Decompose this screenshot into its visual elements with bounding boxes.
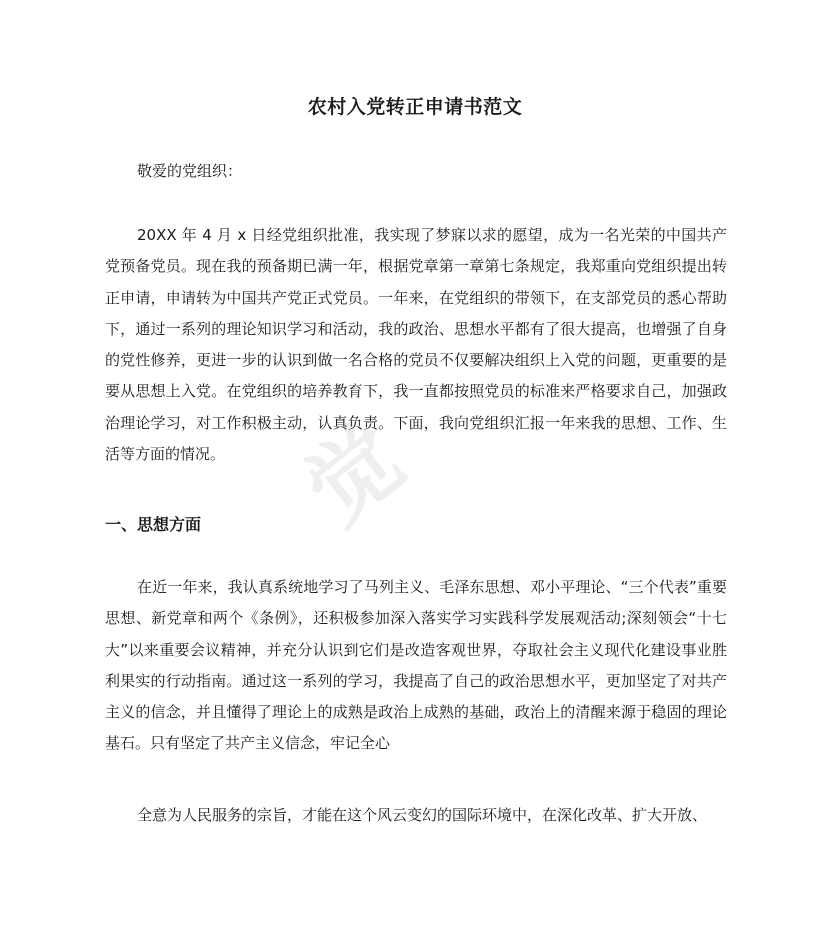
- document-title: 农村入党转正申请书范文: [307, 96, 523, 118]
- paragraph-thought: 在近一年来，我认真系统地学习了马列主义、毛泽东思想、邓小平理论、“三个代表”重要思想、新党章和两个《条例》，还积极参加深入落实学习实践科学发展观活动;深刻领会“十七大”以来重要会议精神，并充分认识到它们是改造客观世界，夺取社会主义现代化建设事业胜利果实的行动指南。通过这一系列的学习，我提高了自己的政治思想水平，更加坚定了对共产主义的信念，并且懂得了理论上的成熟是政治上成熟的基础，政治上的清醒来源于稳固的理论基石。只有坚定了共产主义信念，牢记全心: [105, 578, 727, 753]
- salutation: 敬爱的党组织：: [137, 162, 243, 180]
- watermark-text: 觉: [286, 405, 423, 544]
- section-heading-thought: 一、思想方面: [105, 515, 202, 534]
- paragraph-intro: 20XX 年 4 月 x 日经党组织批准，我实现了梦寐以求的愿望，成为一名光荣的中国共产党预备党员。现在我的预备期已满一年，根据党章第一章第七条规定，我郑重向党组织提出转正申请，申请转为中国共产党正式党员。一年来，在党组织的带领下，在支部党员的悉心帮助下，通过一系列的理论知识学习和活动，我的政治、思想水平都有了很大提高，也增强了自身的党性修养，更进一步的认识到做一名合格的党员不仅要解决组织上入党的问题，更重要的是要从思想上入党。在党组织的培养教育下，我一直都按照党员的标准来严格要求自己，加强政治理论学习，对工作积极主动，认真负责。下面，我向党组织汇报一年来我的思想、工作、生活等方面的情况。: [105, 226, 727, 464]
- paragraph-continuation: 全意为人民服务的宗旨，才能在这个风云变幻的国际环境中，在深化改革、扩大开放、: [137, 806, 708, 824]
